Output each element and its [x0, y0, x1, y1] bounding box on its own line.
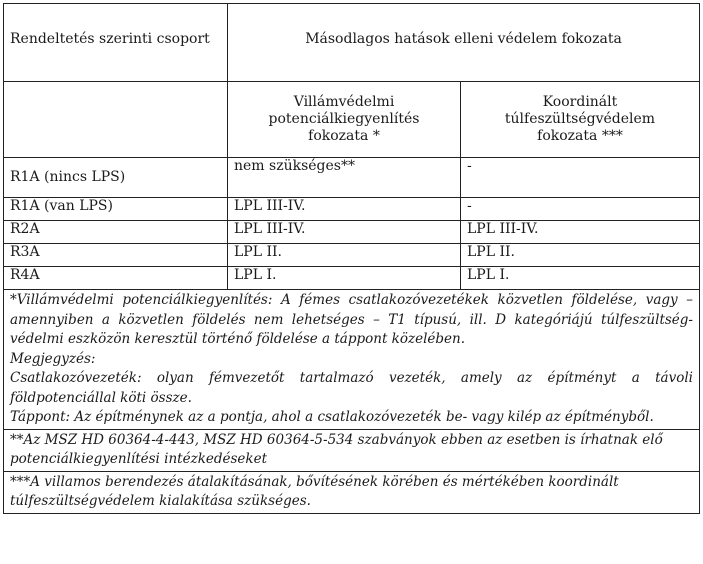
row-group-cell: R4A [4, 267, 228, 290]
table-row [4, 221, 700, 244]
row-bonding-cell: nem szükséges** [228, 158, 461, 198]
note2-cell: **Az MSZ HD 60364-4-443, MSZ HD 60364-5-534 szabványok ebben az esetben is írhatnak elő potenciálkiegyenlítési intézkedéseket [4, 429, 700, 471]
table-row [4, 158, 700, 198]
subheader-empty-cell [4, 82, 228, 158]
row-spd-cell: LPL II. [461, 244, 700, 267]
protection-level-table [3, 3, 700, 514]
row-bonding-cell: LPL III-IV. [228, 198, 461, 221]
row-spd-cell: - [461, 158, 700, 198]
note1-row [4, 290, 700, 430]
header-protection-cell: Másodlagos hatások elleni védelem fokozata [228, 4, 700, 82]
row-bonding-cell: LPL I. [228, 267, 461, 290]
feed-point-definition: Táppont: Az építménynek az a pontja, ahol a csatlakozóvezeték be- vagy kilép az építményből. [10, 409, 654, 425]
note3-row [4, 471, 700, 513]
subheader-row [4, 82, 700, 158]
row-bonding-cell: LPL III-IV. [228, 221, 461, 244]
bonding-definition: *Villámvédelmi potenciálkiegyenlítés: A fémes csatlakozóvezetékek közvetlen földelése, vagy – amennyiben a közvetlen földelés nem lehetséges – T1 típusú, ill. D kategóriájú túlfeszültség-védelmi eszközön keresztül történő földelése a táppont közelében. [10, 292, 693, 347]
note2-row [4, 429, 700, 471]
remark-label: Megjegyzés: [10, 350, 96, 367]
subheader-bonding-cell: Villámvédelmi potenciálkiegyenlítés fokozata * [228, 82, 461, 158]
note1-cell [4, 290, 700, 430]
header-group-cell: Rendeltetés szerinti csoport [4, 4, 228, 82]
table-row [4, 244, 700, 267]
table-row [4, 267, 700, 290]
row-group-cell: R2A [4, 221, 228, 244]
row-spd-cell: LPL III-IV. [461, 221, 700, 244]
row-group-cell: R1A (van LPS) [4, 198, 228, 221]
row-group-cell: R3A [4, 244, 228, 267]
table-row [4, 198, 700, 221]
connector-definition: Csatlakozóvezeték: olyan fémvezetőt tartalmazó vezeték, amely az építményt a távoli földpotenciállal köti össze. [10, 370, 693, 406]
note3-cell: ***A villamos berendezés átalakításának, bővítésének körében és mértékében koordinált túlfeszültségvédelem kialakítása szükséges. [4, 471, 700, 513]
subheader-spd-cell: Koordinált túlfeszültségvédelem fokozata *** [461, 82, 700, 158]
header-row [4, 4, 700, 82]
row-bonding-cell: LPL II. [228, 244, 461, 267]
row-spd-cell: - [461, 198, 700, 221]
row-group-cell: R1A (nincs LPS) [4, 158, 228, 198]
row-spd-cell: LPL I. [461, 267, 700, 290]
